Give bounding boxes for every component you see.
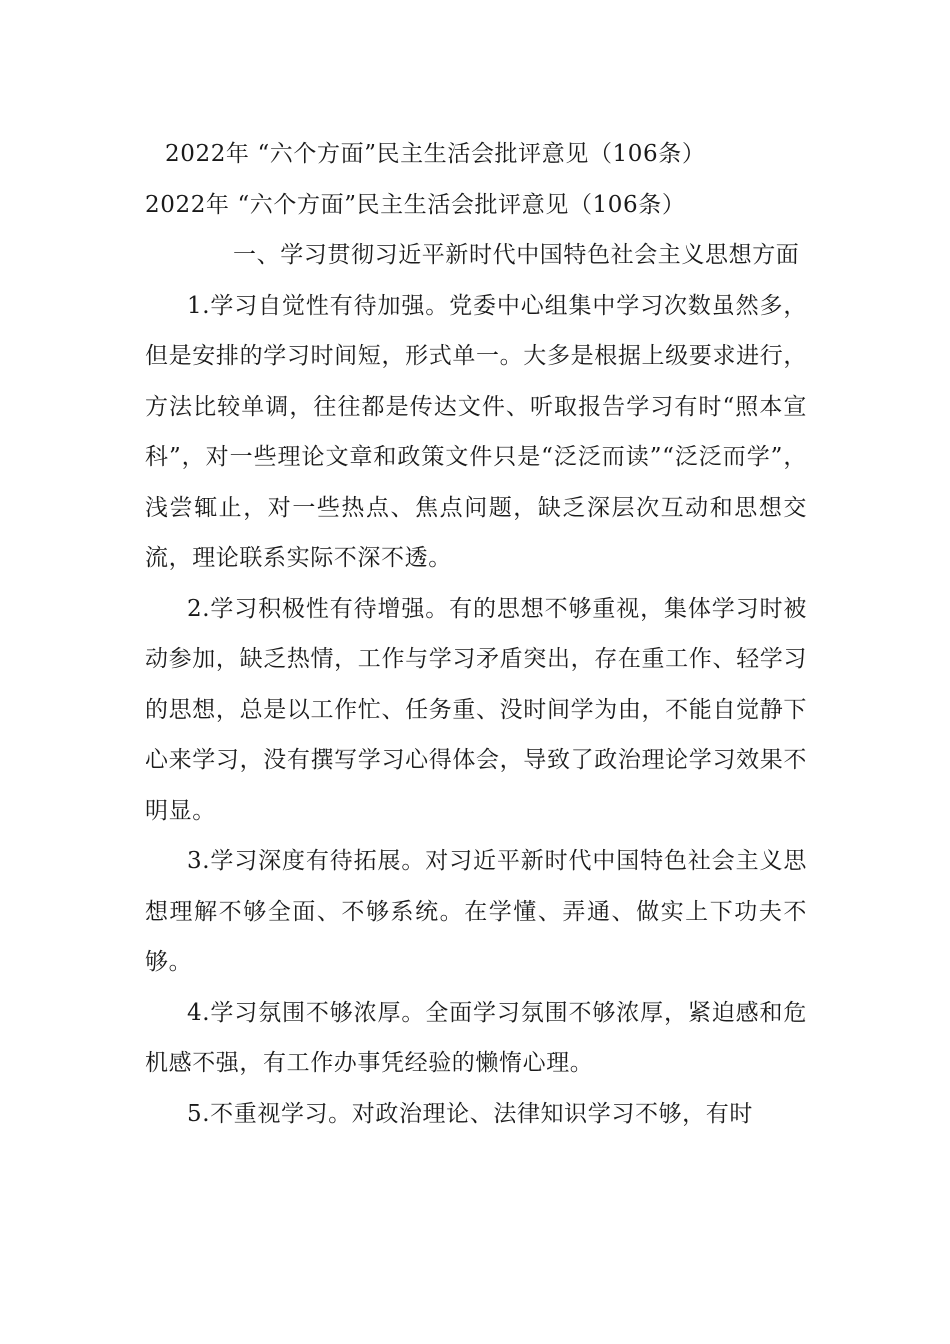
section-heading: 一、学习贯彻习近平新时代中国特色社会主义思想方面 [233, 242, 800, 268]
paragraph-1: 1.学习自觉性有待加强。党委中心组集中学习次数虽然多，但是安排的学习时间短，形式单一。大多是根据上级要求进行，方法比较单调，往往都是传达文件、听取报告学习有时“照本宣科”，对一些理论文章和政策文件只是“泛泛而读”“泛泛而学”，浅尝辄止，对一些热点、焦点问题，缺乏深层次互动和思想交流，理论联系实际不深不透。 [145, 292, 807, 571]
document-title: 2022年 “六个方面”民主生活会批评意见（106条） [165, 141, 706, 167]
document-title-repeat: 2022年 “六个方面”民主生活会批评意见（106条） [145, 191, 686, 218]
paragraph-3: 3.学习深度有待拓展。对习近平新时代中国特色社会主义思想理解不够全面、不够系统。在学懂、弄通、做实上下功夫不够。 [145, 848, 807, 975]
paragraph-5: 5.不重视学习。对政治理论、法律知识学习不够，有时 [187, 1100, 753, 1127]
paragraph-4: 4.学习氛围不够浓厚。全面学习氛围不够浓厚，紧迫感和危机感不强，有工作办事凭经验的懒惰心理。 [145, 999, 807, 1076]
paragraph-2: 2.学习积极性有待增强。有的思想不够重视，集体学习时被动参加，缺乏热情，工作与学习矛盾突出，存在重工作、轻学习的思想，总是以工作忙、任务重、没时间学为由，不能自觉静下心来学习，没有撰写学习心得体会，导致了政治理论学习效果不明显。 [145, 595, 807, 824]
document-body [145, 129, 807, 1139]
